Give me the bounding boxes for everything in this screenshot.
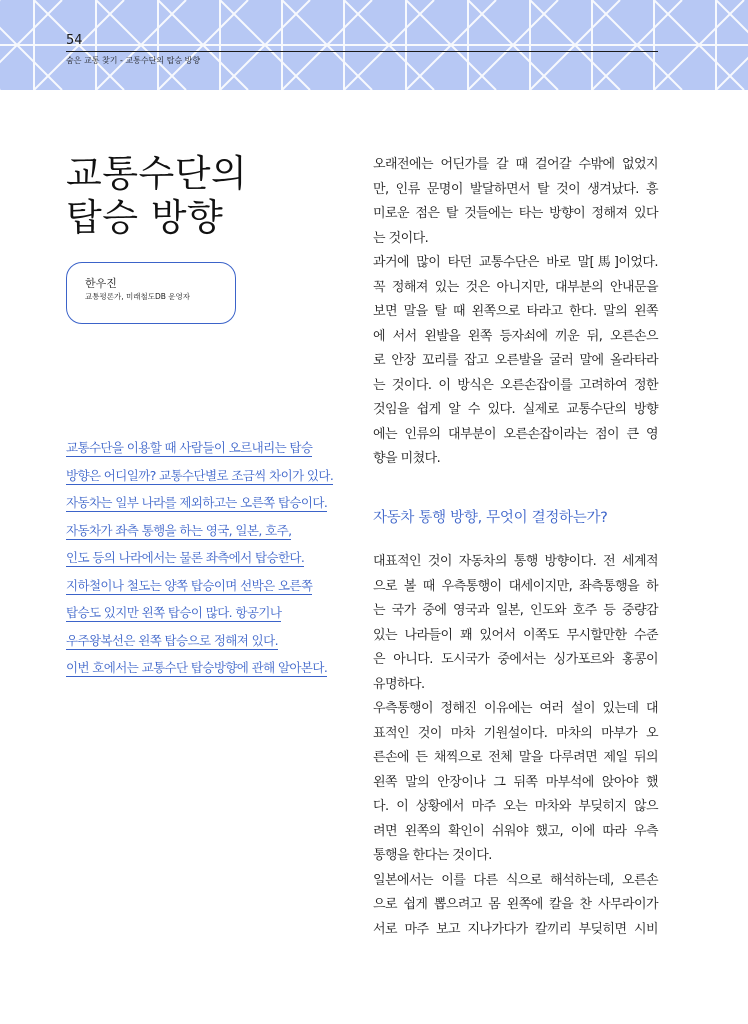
author-box — [66, 262, 236, 324]
body-line: 는 것이다. — [373, 230, 429, 246]
geometric-pattern — [0, 0, 748, 90]
body-line: 유명하다. — [373, 676, 425, 692]
author-name: 한우진 — [85, 277, 117, 290]
body-line: 로 안장 꼬리를 잡고 오른발을 굴러 말에 올라타라 — [373, 353, 658, 368]
body-line: 른손에 든 채찍으로 전체 말을 다루려면 제일 뒤의 — [373, 750, 658, 765]
section-heading: 자동차 통행 방향, 무엇이 결정하는가? — [373, 510, 608, 526]
body-line: 왼쪽 말의 안장이나 그 뒤쪽 마부석에 앉아야 했 — [373, 774, 658, 790]
body-line: 는 국가 중에 영국과 일본, 인도와 호주 등 중량감 — [373, 603, 658, 618]
intro-summary — [66, 437, 356, 685]
header-divider — [66, 51, 658, 52]
body-line: 으로 쉽게 뽑으려고 몸 왼쪽에 칼을 찬 사무라이가 — [373, 897, 658, 912]
author-role: 교통평론가, 미래철도DB 운영자 — [85, 292, 191, 301]
body-line: 표적인 것이 마차 기원설이다. 마차의 마부가 오 — [373, 725, 658, 741]
intro-line: 탑승도 있지만 왼쪽 탑승이 많다. 항공기나 — [66, 605, 282, 620]
page-number: 54 — [66, 33, 83, 48]
body-line: 은 아니다. 도시국가 중에서는 싱가포르와 홍콩이 — [373, 652, 658, 667]
title-line: 교통수단의 — [66, 152, 248, 195]
body-line: 과거에 많이 타던 교통수단은 바로 말[馬]이었다. — [373, 255, 658, 270]
body-line: 대표적인 것이 자동차의 통행 방향이다. 전 세계적 — [373, 554, 658, 569]
body-line: 꼭 정해져 있는 것은 아니지만, 대부분의 안내문을 — [373, 279, 658, 295]
body-text-block-1 — [373, 153, 658, 472]
body-line: 는 것이다. 이 방식은 오른손잡이를 고려하여 정한 — [373, 377, 658, 393]
body-line: 려면 왼쪽의 확인이 쉬워야 했고, 이에 따라 우측 — [373, 823, 658, 839]
intro-line: 방향은 어디일까? 교통수단별로 조금씩 차이가 있다. — [66, 467, 334, 483]
intro-line: 우주왕복선은 왼쪽 탑승으로 정해져 있다. — [66, 632, 278, 648]
body-text-block-2 — [373, 550, 658, 942]
body-line: 우측통행이 정해진 이유에는 여러 설이 있는데 대 — [373, 701, 658, 716]
intro-line: 인도 등의 나라에서는 물론 좌측에서 탑승한다. — [66, 550, 305, 565]
body-line: 미로운 점은 탈 것들에는 타는 방향이 정해져 있다 — [373, 206, 658, 221]
intro-line: 이번 호에서는 교통수단 탑승방향에 관해 알아본다. — [66, 660, 328, 675]
body-line: 에는 인류의 대부분이 오른손잡이라는 점이 큰 영 — [373, 426, 658, 442]
body-line: 에 서서 왼발을 왼쪽 등자쇠에 끼운 뒤, 오른손으 — [373, 328, 658, 344]
breadcrumb: 숨은 교통 찾기 - 교통수단의 탑승 방향 — [66, 56, 201, 65]
body-line: 만, 인류 문명이 발달하면서 탈 것이 생겨났다. 흥 — [373, 181, 658, 197]
intro-line: 자동차가 좌측 통행을 하는 영국, 일본, 호주, — [66, 522, 292, 538]
body-line: 통행을 한다는 것이다. — [373, 848, 492, 863]
body-line: 향을 미쳤다. — [373, 451, 441, 466]
body-line: 다. 이 상황에서 마주 오는 마차와 부딪히지 않으 — [373, 799, 658, 814]
body-line: 오래전에는 어딘가를 갈 때 걸어갈 수밖에 없었지 — [373, 157, 658, 172]
intro-line: 교통수단을 이용할 때 사람들이 오르내리는 탑승 — [66, 440, 313, 455]
header-banner — [0, 0, 748, 90]
intro-line: 자동차는 일부 나라를 제외하고는 오른쪽 탑승이다. — [66, 495, 328, 510]
article-title — [66, 152, 247, 240]
body-line: 것임을 쉽게 알 수 있다. 실제로 교통수단의 방향 — [373, 402, 658, 417]
body-line: 서로 마주 보고 지나가다가 칼끼리 부딪히면 시비 — [373, 921, 658, 937]
body-line: 일본에서는 이를 다른 식으로 해석하는데, 오른손 — [373, 872, 658, 888]
body-line: 있는 나라들이 꽤 있어서 이쪽도 무시할만한 수준 — [373, 627, 658, 643]
title-line: 탑승 방향 — [66, 196, 224, 239]
body-line: 으로 볼 때 우측통행이 대세이지만, 좌측통행을 하 — [373, 578, 658, 594]
body-line: 보면 말을 탈 때 왼쪽으로 타라고 한다. 말의 왼쪽 — [373, 304, 658, 319]
intro-line: 지하철이나 철도는 양쪽 탑승이며 선박은 오른쪽 — [66, 577, 313, 593]
